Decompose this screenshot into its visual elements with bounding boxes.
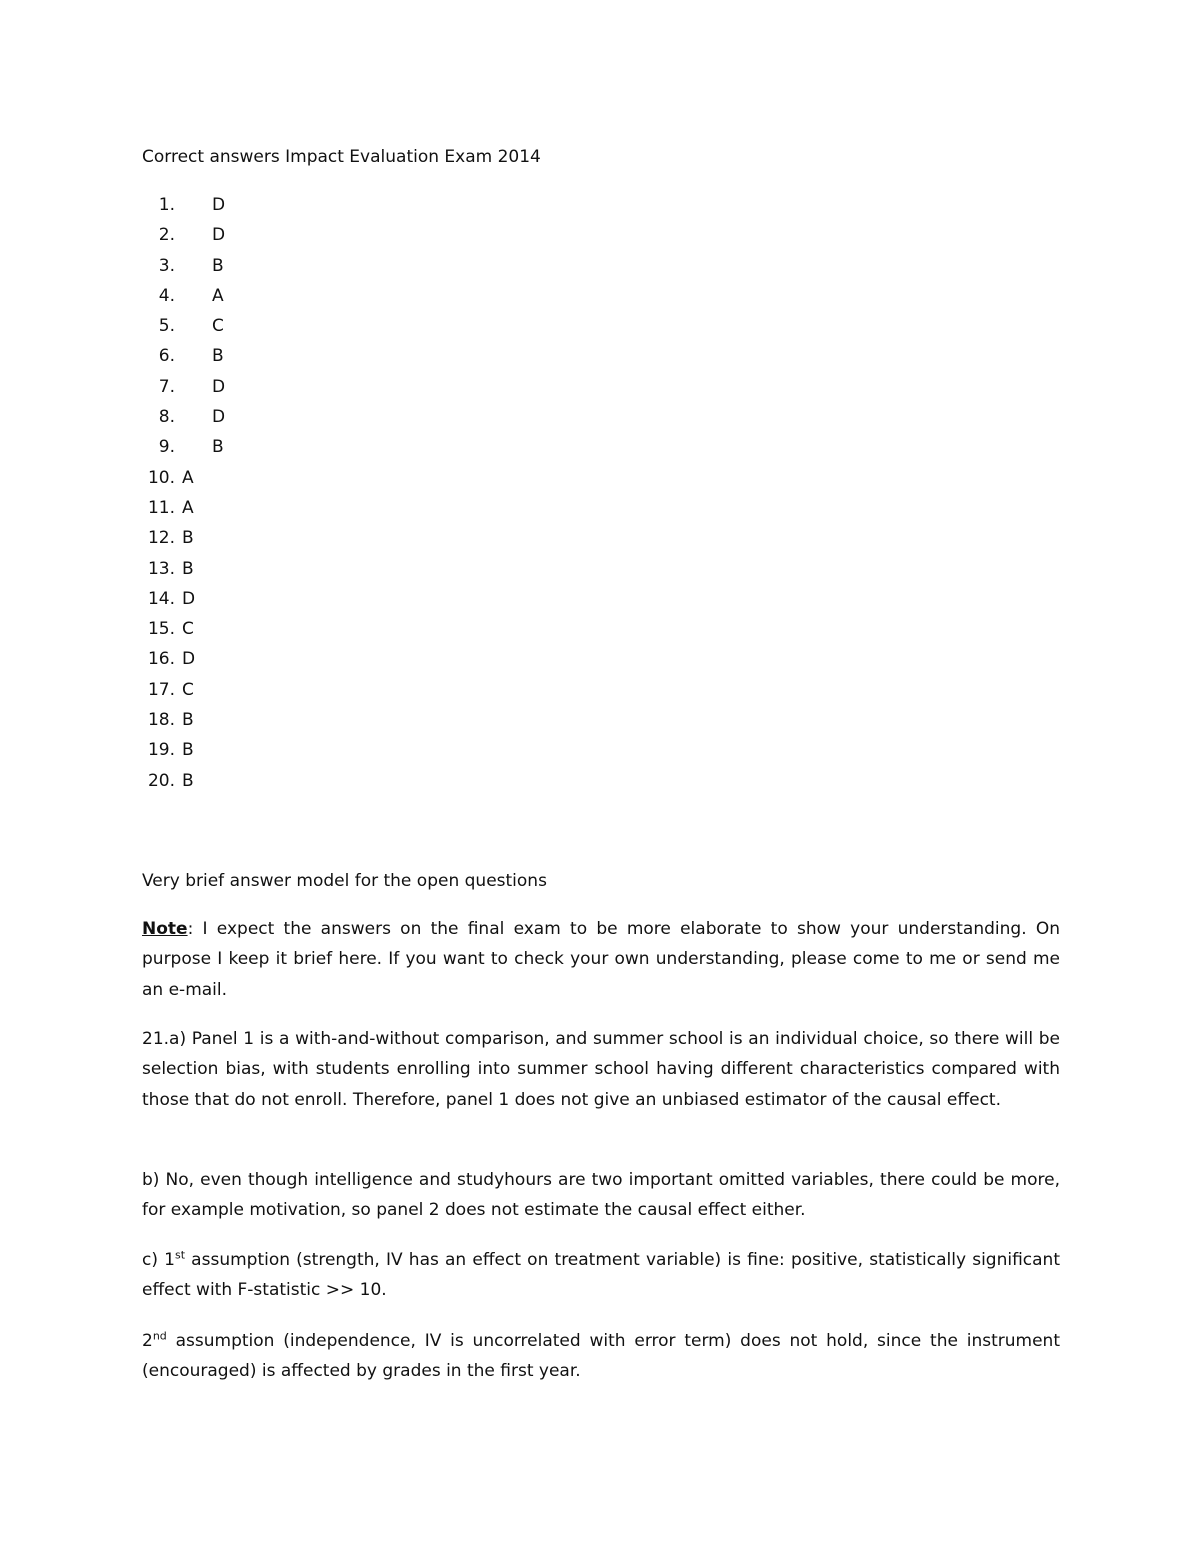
answer-item xyxy=(142,526,225,556)
answer-number: 16. xyxy=(147,649,175,670)
answer-letter: B xyxy=(182,558,194,579)
answer-21a: 21.a) Panel 1 is a with-and-without comparison, and summer school is an individual choice, so there will be selection bias, with students enrolling into summer school having different characteristics compared with those that do not enroll. Therefore, panel 1 does not give an unbiased estimator of the causal effect. xyxy=(142,1029,1060,1110)
open-questions-heading: Very brief answer model for the open questions xyxy=(142,871,547,891)
answer-number: 2. xyxy=(158,225,175,246)
answer-item xyxy=(142,435,225,465)
answer-letter: D xyxy=(212,195,226,215)
answer-letter: D xyxy=(212,376,226,397)
answer-21c-text: assumption (strength, IV has an effect on treatment variable) is fine: positive, statistically significant effect with F-statistic >> 10. xyxy=(142,1250,1060,1301)
answer-letter: A xyxy=(212,285,224,306)
answer-item xyxy=(142,284,225,314)
answer-number: 13. xyxy=(147,558,175,579)
answer-number: 5. xyxy=(158,316,175,337)
answer-number: 14. xyxy=(147,588,175,609)
note-paragraph xyxy=(142,914,1060,1005)
answer-number: 10. xyxy=(147,467,175,488)
answer-21c-prefix: c) 1 xyxy=(142,1250,175,1270)
answer-item xyxy=(142,587,225,617)
answer-letter: B xyxy=(212,437,224,458)
second-assumption-text: assumption (independence, IV is uncorrelated with error term) does not hold, since the instrument (encouraged) is affected by grades in the first year. xyxy=(142,1331,1060,1382)
answer-number: 20. xyxy=(147,770,175,791)
answer-21c-second-assumption xyxy=(142,1326,1060,1387)
answer-letter: A xyxy=(182,467,194,488)
answer-item xyxy=(142,617,225,647)
answer-item xyxy=(142,193,225,223)
second-assumption-prefix: 2 xyxy=(142,1331,153,1351)
answer-number: 17. xyxy=(147,679,175,700)
answer-number: 4. xyxy=(158,285,175,306)
ordinal-suffix: nd xyxy=(152,1329,167,1343)
answer-letter: B xyxy=(182,740,194,761)
answer-letter: C xyxy=(182,679,194,700)
answer-letter: B xyxy=(182,528,194,549)
answer-item xyxy=(142,557,225,587)
answer-item xyxy=(142,738,225,768)
answer-number: 7. xyxy=(158,376,175,397)
note-label: Note xyxy=(142,919,188,939)
answer-letter: A xyxy=(182,497,194,518)
answer-item xyxy=(142,466,225,496)
answer-item xyxy=(142,254,225,284)
answer-number: 11. xyxy=(147,497,175,518)
answer-number: 8. xyxy=(158,407,175,428)
answer-letter: C xyxy=(182,619,194,640)
answer-number: 18. xyxy=(147,710,175,731)
answer-letter: D xyxy=(212,225,226,246)
answer-letter: C xyxy=(212,316,224,337)
answer-number: 15. xyxy=(147,619,175,640)
answer-letter: B xyxy=(182,710,194,731)
answer-number: 19. xyxy=(147,740,175,761)
answer-21b: b) No, even though intelligence and studyhours are two important omitted variables, there could be more, for example motivation, so panel 2 does not estimate the causal effect either. xyxy=(142,1170,1060,1221)
answer-item xyxy=(142,223,225,253)
answer-number: 3. xyxy=(158,255,175,276)
answer-21c xyxy=(142,1245,1060,1306)
note-text: : I expect the answers on the final exam to be more elaborate to show your understanding. On purpose I keep it brief here. If you want to check your own understanding, please come to me or send me an e-mail. xyxy=(142,919,1060,1000)
answer-item xyxy=(142,678,225,708)
answer-item xyxy=(142,647,225,677)
answer-item xyxy=(142,314,225,344)
answer-item xyxy=(142,375,225,405)
document-title: Correct answers Impact Evaluation Exam 2014 xyxy=(142,147,541,167)
answer-number: 12. xyxy=(147,528,175,549)
answer-letter: B xyxy=(212,346,224,367)
answer-letter: D xyxy=(182,649,196,670)
answer-number: 9. xyxy=(158,437,175,458)
ordinal-suffix: st xyxy=(174,1248,186,1262)
answer-letter: D xyxy=(212,407,226,428)
answer-item xyxy=(142,344,225,374)
answer-number: 1. xyxy=(158,195,175,215)
answer-item xyxy=(142,769,225,799)
answer-key-list xyxy=(142,193,225,799)
answer-letter: B xyxy=(212,255,224,276)
answer-item xyxy=(142,405,225,435)
answer-item xyxy=(142,708,225,738)
answer-item xyxy=(142,496,225,526)
answer-letter: B xyxy=(182,770,194,791)
answer-letter: D xyxy=(182,588,196,609)
answer-number: 6. xyxy=(158,346,175,367)
